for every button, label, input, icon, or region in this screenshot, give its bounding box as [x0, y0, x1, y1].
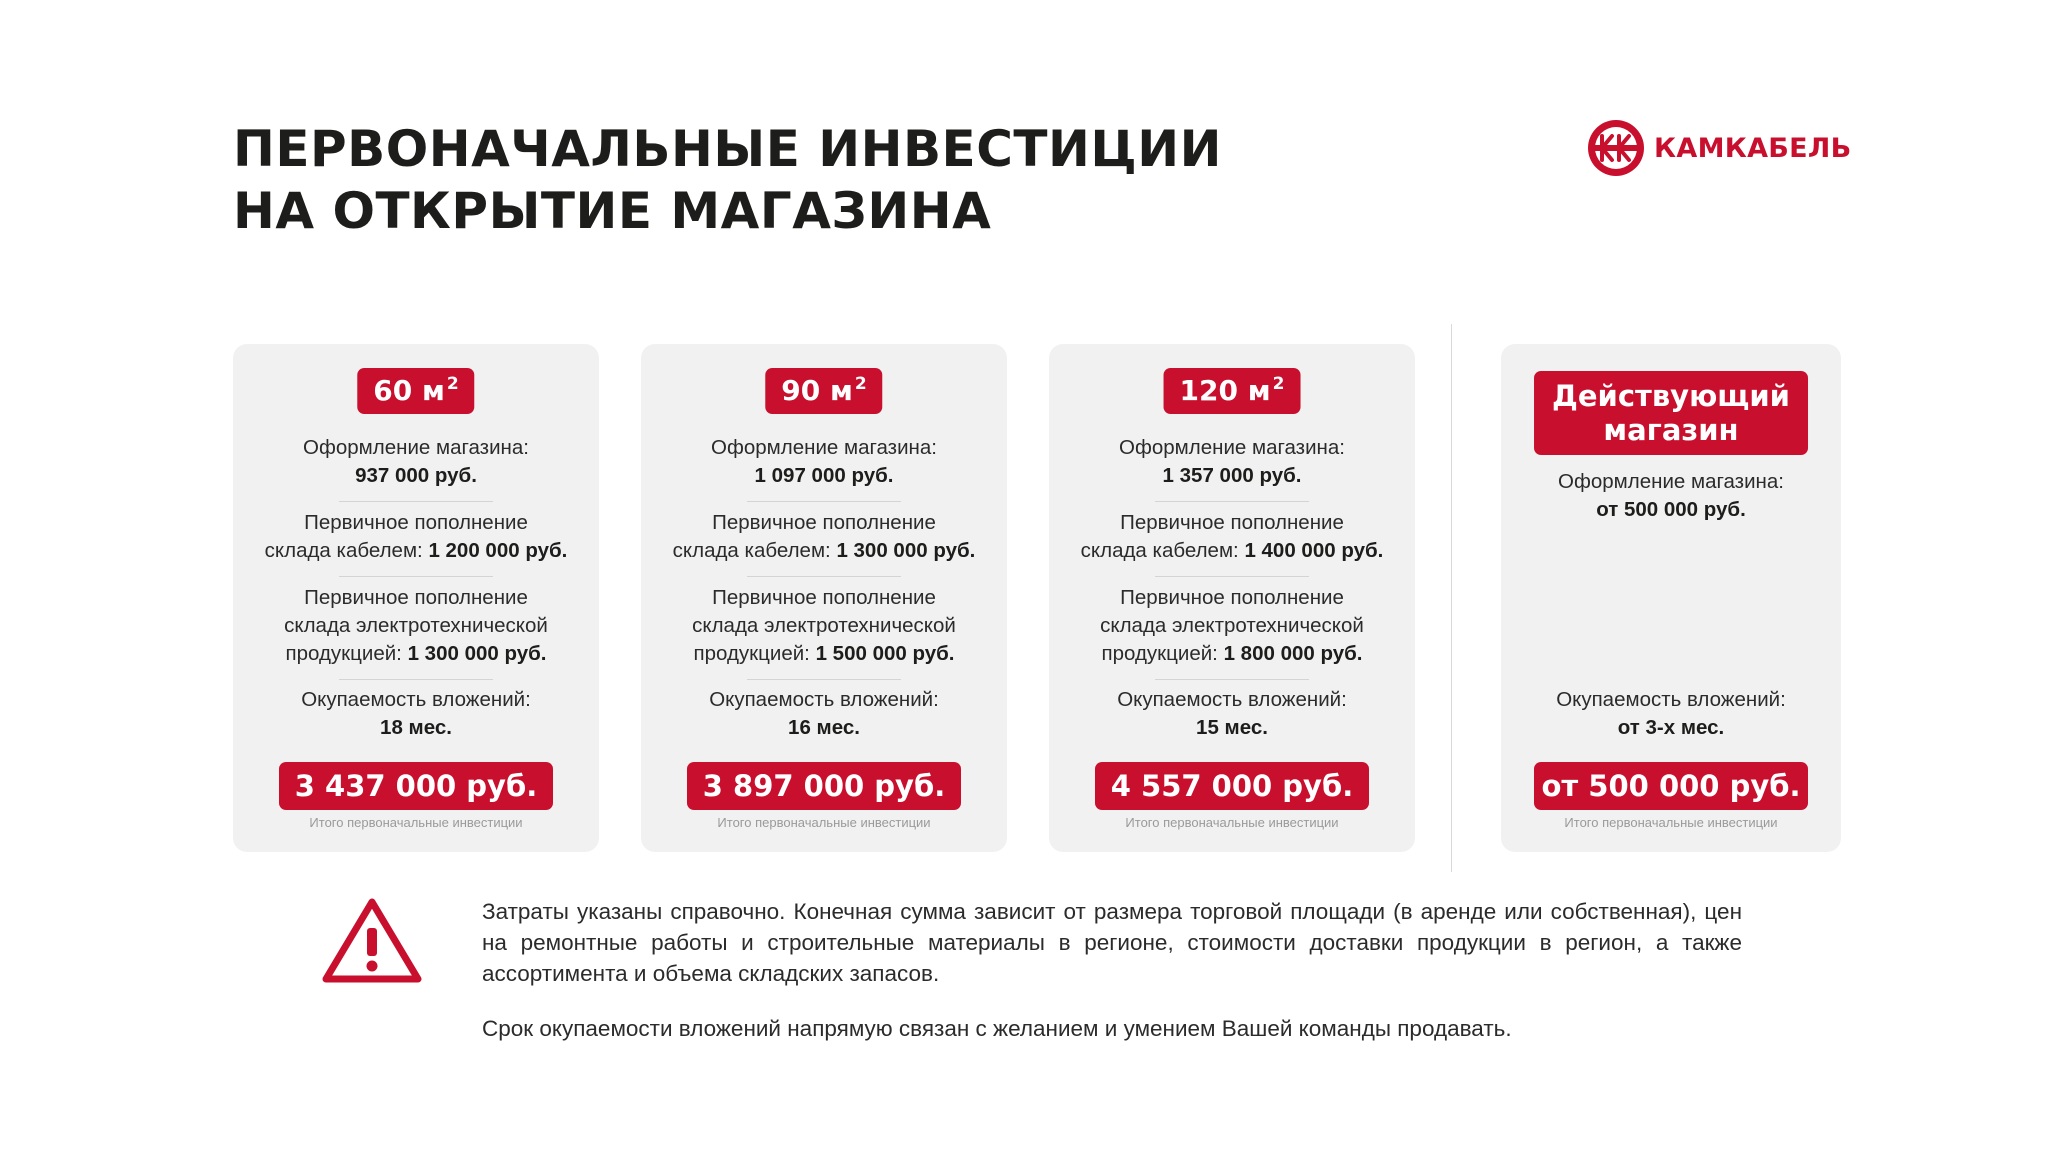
- payback-period: Окупаемость вложений: 18 мес.: [301, 688, 531, 739]
- section-divider: [1451, 324, 1452, 872]
- disclaimer-text: Затраты указаны справочно. Конечная сумма зависит от размера торговой площади (в аренде или собственная), цен на ремонтные работы и строительные материалы в регионе, стоимости доставки продукции в регион, а также ассортимента и объема складских запасов.: [482, 899, 1742, 986]
- payback-period: Окупаемость вложений: 15 мес.: [1117, 688, 1347, 739]
- total-caption: Итого первоначальные инвестиции: [1564, 815, 1778, 830]
- investment-card-90: [641, 344, 1007, 852]
- logo-wordmark: КАМКАБЕЛЬ: [1654, 132, 1852, 164]
- page-title-line-2: НА ОТКРЫТИЕ МАГАЗИНА: [233, 182, 992, 240]
- cable-stock-cost: Первичное пополнение склада кабелем: 1 200 000 руб.: [264, 511, 568, 562]
- divider: [339, 501, 493, 502]
- divider: [1155, 501, 1309, 502]
- divider: [747, 576, 901, 577]
- divider: [339, 576, 493, 577]
- total-investment: 4 557 000 руб.: [1095, 762, 1369, 810]
- card-area-badge: 90 м $^2$: [765, 368, 882, 414]
- decor-cost: Оформление магазина: от 500 000 руб.: [1558, 470, 1784, 521]
- total-caption: Итого первоначальные инвестиции: [309, 815, 523, 830]
- decor-cost: Оформление магазина: 1 097 000 руб.: [711, 436, 937, 487]
- divider: [747, 501, 901, 502]
- investment-card-60: [233, 344, 599, 852]
- decor-cost: Оформление магазина: 937 000 руб.: [303, 436, 529, 487]
- total-investment: 3 437 000 руб.: [279, 762, 553, 810]
- electro-stock-cost: Первичное пополнение склада электротехнической продукцией: 1 800 000 руб.: [1100, 586, 1364, 665]
- payback-period: Окупаемость вложений: 16 мес.: [709, 688, 939, 739]
- divider: [1155, 679, 1309, 680]
- brand-logo: [1586, 118, 1852, 178]
- total-investment: 3 897 000 руб.: [687, 762, 961, 810]
- cable-stock-cost: Первичное пополнение склада кабелем: 1 400 000 руб.: [1080, 511, 1384, 562]
- electro-stock-cost: Первичное пополнение склада электротехнической продукцией: 1 500 000 руб.: [692, 586, 956, 665]
- card-area-badge: 60 м $^2$: [357, 368, 474, 414]
- cable-stock-cost: Первичное пополнение склада кабелем: 1 300 000 руб.: [672, 511, 976, 562]
- payback-period: Окупаемость вложений: от 3-х мес.: [1556, 688, 1786, 739]
- divider: [1155, 576, 1309, 577]
- electro-stock-cost: Первичное пополнение склада электротехнической продукцией: 1 300 000 руб.: [284, 586, 548, 665]
- total-caption: Итого первоначальные инвестиции: [1125, 815, 1339, 830]
- card-title-badge: Действующий магазин: [1534, 371, 1808, 455]
- page-title: [233, 118, 1222, 242]
- total-caption: Итого первоначальные инвестиции: [717, 815, 931, 830]
- investment-card-existing-store: [1501, 344, 1841, 852]
- card-area-badge: 120 м $^2$: [1164, 368, 1301, 414]
- page-title-line-1: ПЕРВОНАЧАЛЬНЫЕ ИНВЕСТИЦИИ: [233, 120, 1222, 178]
- divider: [747, 679, 901, 680]
- payback-note-text: Срок окупаемости вложений напрямую связан с желанием и умением Вашей команды продавать.: [482, 1016, 1512, 1041]
- investment-card-120: [1049, 344, 1415, 852]
- warning-triangle-icon: [320, 895, 424, 987]
- divider: [339, 679, 493, 680]
- kamkabel-logo-icon: [1586, 118, 1646, 178]
- decor-cost: Оформление магазина: 1 357 000 руб.: [1119, 436, 1345, 487]
- total-investment: от 500 000 руб.: [1534, 762, 1808, 810]
